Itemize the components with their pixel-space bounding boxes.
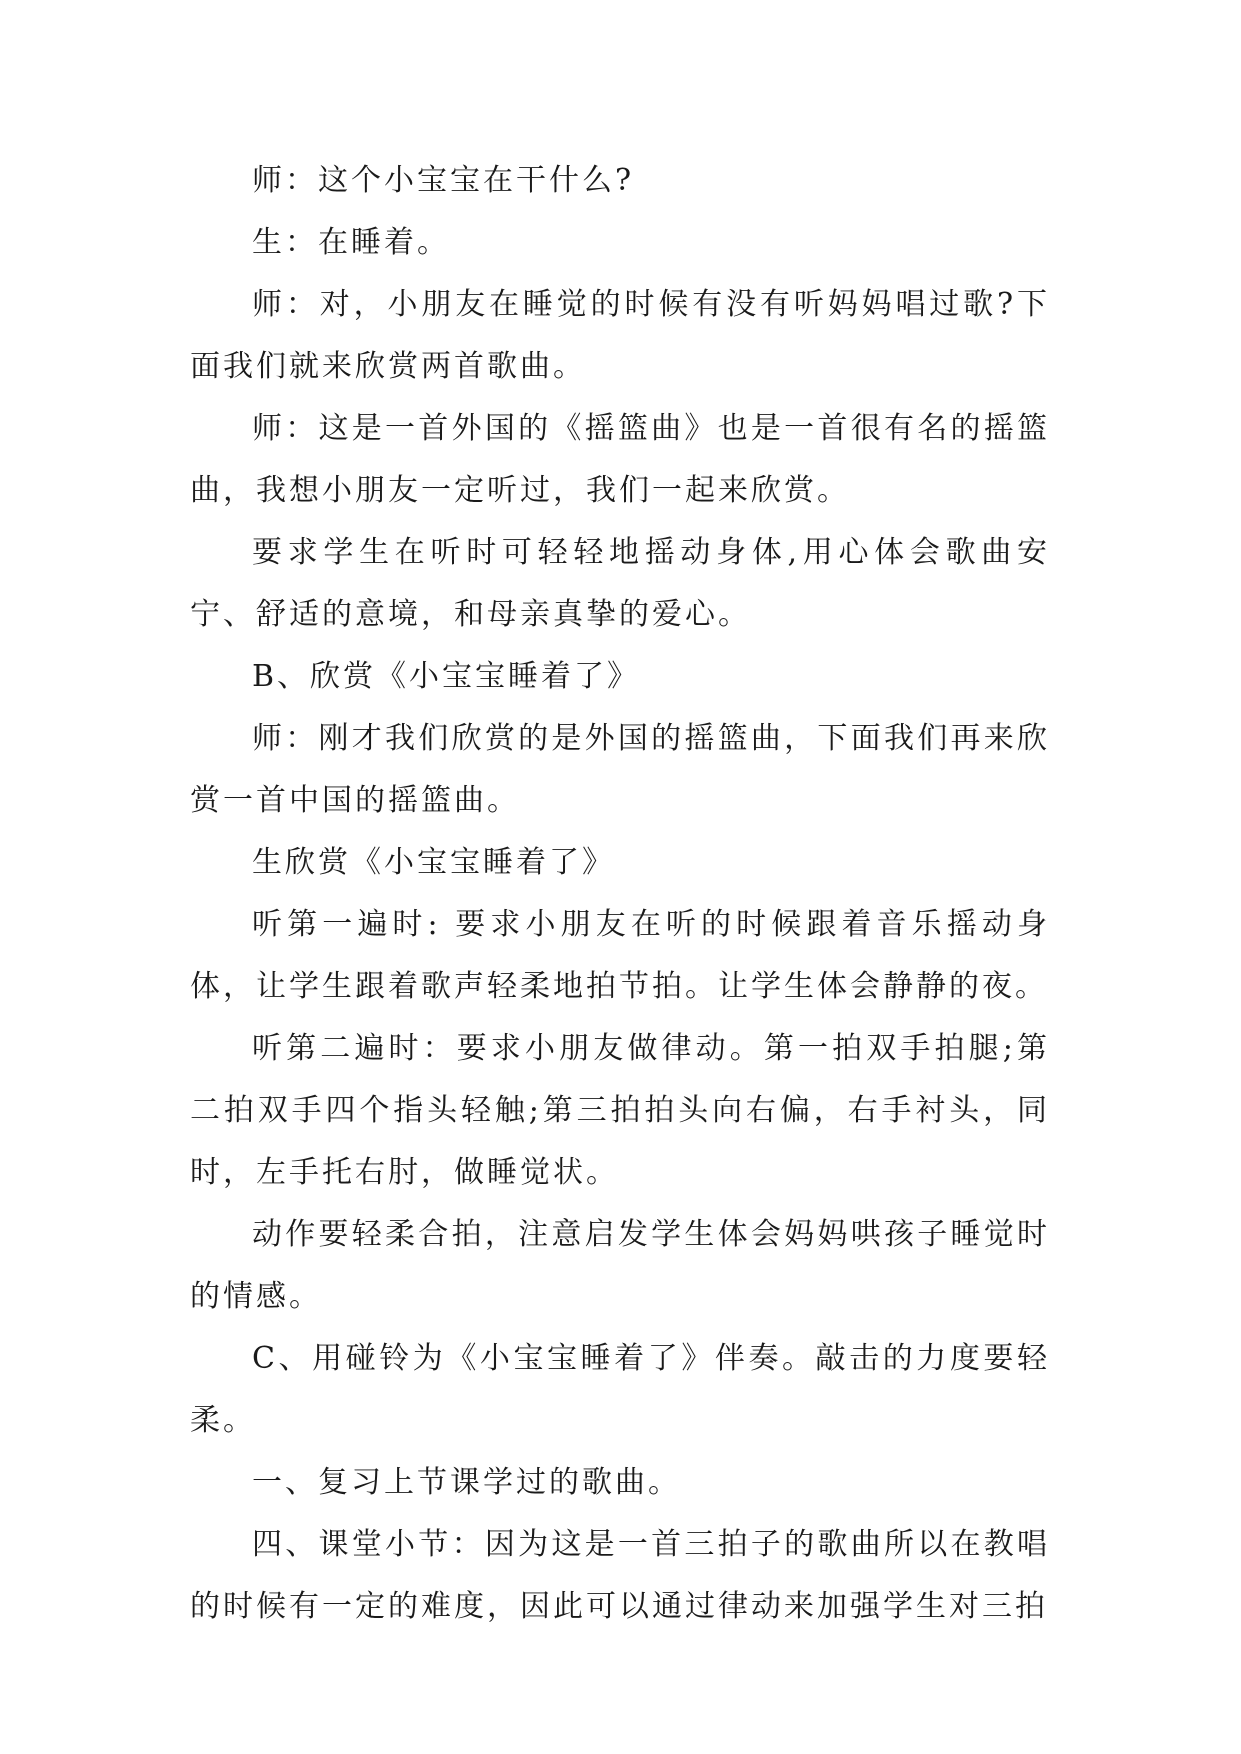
section-heading-c: C、用碰铃为《小宝宝睡着了》伴奏。敲击的力度要轻柔。 <box>190 1341 1050 1438</box>
paragraph-second-listen: 听第二遍时：要求小朋友做律动。第一拍双手拍腿;第二拍双手四个指头轻触;第三拍拍头向右偏，右手衬头，同时，左手托右肘，做睡觉状。 <box>190 1031 1050 1190</box>
document-page <box>190 150 1050 1638</box>
paragraph-first-listen: 听第一遍时: 要求小朋友在听的时候跟着音乐摇动身体，让学生跟着歌声轻柔地拍节拍。让学生体会静静的夜。 <box>190 907 1050 1004</box>
paragraph-review: 一、复习上节课学过的歌曲。 <box>252 1465 681 1500</box>
section-heading-b: B、欣赏《小宝宝睡着了》 <box>252 659 641 694</box>
paragraph-foreign-lullaby: 师：这是一首外国的《摇篮曲》也是一首很有名的摇篮曲，我想小朋友一定听过，我们一起来欣赏。 <box>190 411 1050 508</box>
paragraph-student-answer: 生：在睡着。 <box>252 225 450 260</box>
paragraph-chinese-lullaby: 师：刚才我们欣赏的是外国的摇篮曲，下面我们再来欣赏一首中国的摇篮曲。 <box>190 721 1050 818</box>
paragraph-student-appreciation: 生欣赏《小宝宝睡着了》 <box>252 845 615 880</box>
paragraph-movement-note: 动作要轻柔合拍，注意启发学生体会妈妈哄孩子睡觉时的情感。 <box>190 1217 1050 1314</box>
paragraph-teacher-question: 师：这个小宝宝在干什么? <box>252 163 635 198</box>
paragraph-listening-requirement: 要求学生在听时可轻轻地摇动身体,用心体会歌曲安宁、舒适的意境，和母亲真挚的爱心。 <box>190 535 1050 632</box>
paragraph-lesson-summary: 四、课堂小节：因为这是一首三拍子的歌曲所以在教唱的时候有一定的难度，因此可以通过律动来加强学生对三拍 <box>190 1527 1050 1624</box>
paragraph-teacher-intro: 师：对，小朋友在睡觉的时候有没有听妈妈唱过歌?下面我们就来欣赏两首歌曲。 <box>190 287 1050 384</box>
